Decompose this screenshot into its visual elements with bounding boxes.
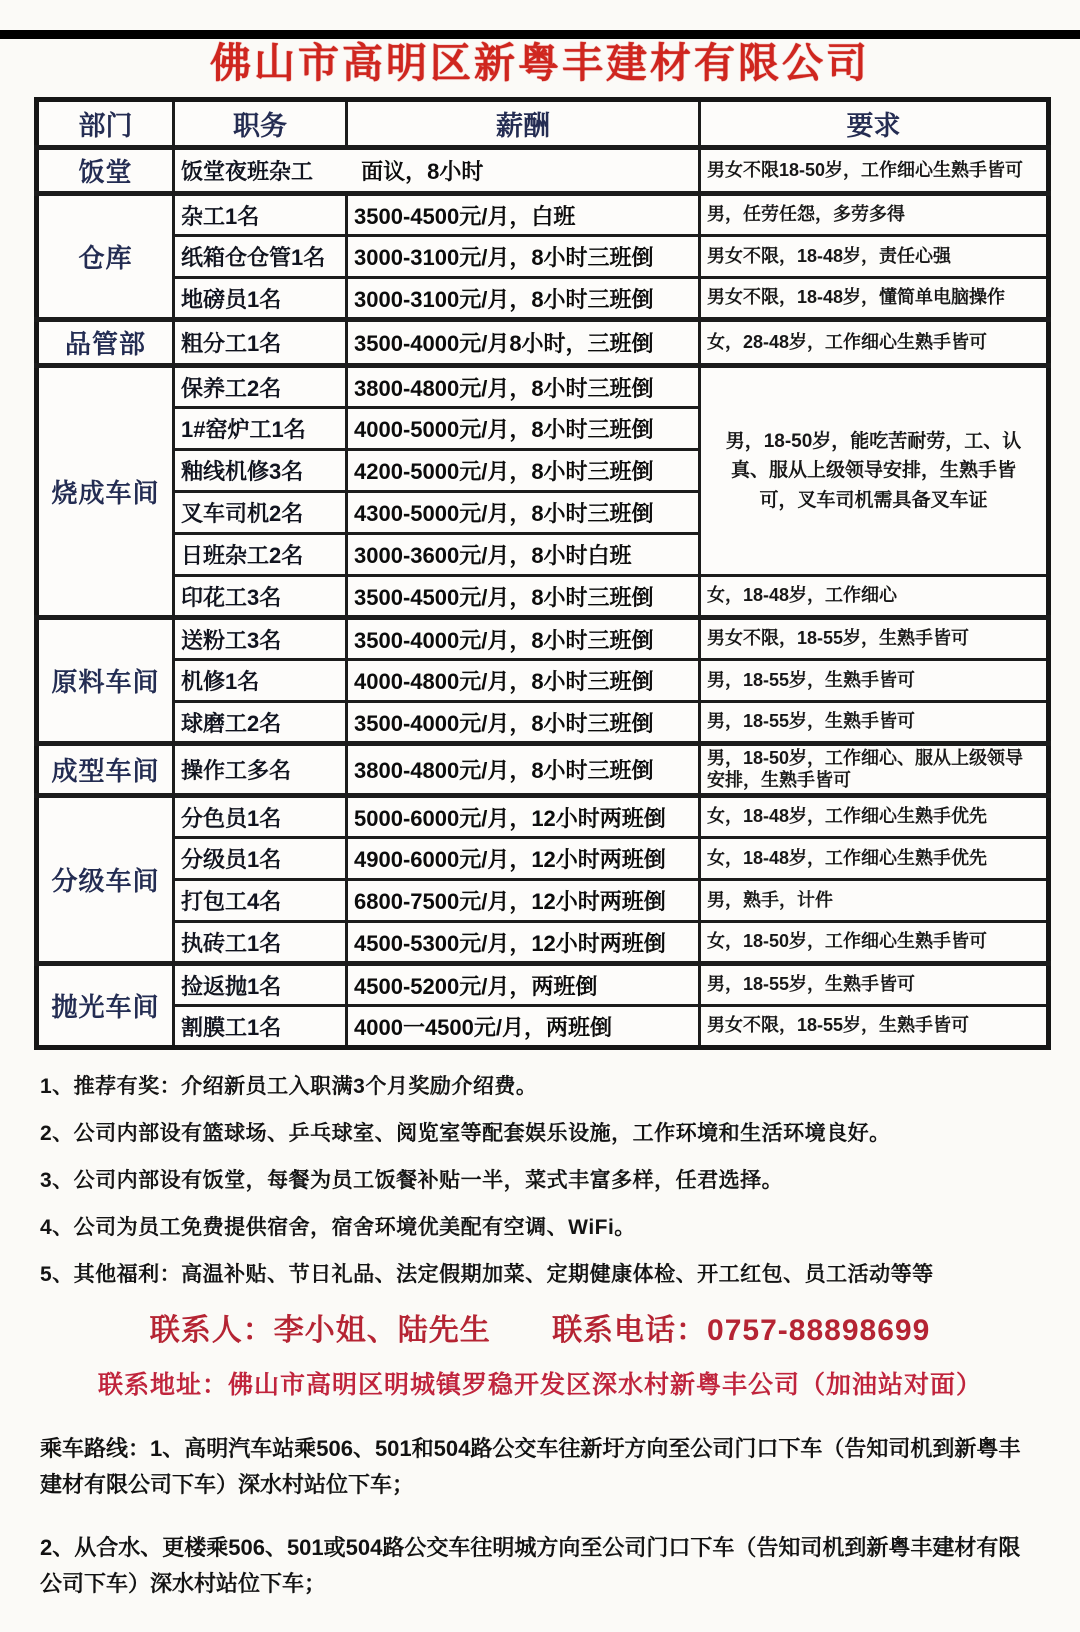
table-row <box>37 660 1049 702</box>
table-header-row <box>37 100 1049 148</box>
contact-line <box>0 1305 1080 1349</box>
salary-cell: 5000-6000元/月，12小时两班倒 <box>347 796 700 838</box>
requirement-cell: 男女不限，18-48岁，责任心强 <box>700 236 1049 278</box>
table-row <box>37 236 1049 278</box>
department-cell: 原料车间 <box>37 618 174 744</box>
table-row <box>37 320 1049 366</box>
requirement-cell: 男，18-55岁，生熟手皆可 <box>700 964 1049 1006</box>
table-row <box>37 194 1049 236</box>
bus-routes <box>40 1431 1038 1602</box>
contact-person: 联系人：李小姐、陆先生 <box>149 1314 491 1348</box>
position-cell: 纸箱仓仓管1名 <box>174 236 347 278</box>
header-salary: 薪酬 <box>347 100 700 148</box>
shared-requirement-cell: 男，18-50岁，能吃苦耐劳，工、认真、服从上级领导安排，生熟手皆可，叉车司机需具备叉车证 <box>700 366 1049 576</box>
position-cell: 机修1名 <box>174 660 347 702</box>
salary-cell: 3500-4000元/月，8小时三班倒 <box>347 702 700 744</box>
position-cell: 球磨工2名 <box>174 702 347 744</box>
position-cell: 叉车司机2名 <box>174 492 347 534</box>
requirement-cell: 男，18-50岁，工作细心、服从上级领导安排，生熟手皆可 <box>700 744 1049 796</box>
salary-cell: 3000-3600元/月，8小时白班 <box>347 534 700 576</box>
position-cell: 割膜工1名 <box>174 1006 347 1048</box>
salary-cell: 4500-5200元/月，两班倒 <box>347 964 700 1006</box>
position-cell: 日班杂工2名 <box>174 534 347 576</box>
table-row <box>37 744 1049 796</box>
note-item: 1、推荐有奖：介绍新员工入职满3个月奖励介绍费。 <box>40 1075 538 1099</box>
salary-cell: 4000-4800元/月，8小时三班倒 <box>347 660 700 702</box>
requirement-cell: 女，28-48岁，工作细心生熟手皆可 <box>700 320 1049 366</box>
requirement-cell: 男，任劳任怨，多劳多得 <box>700 194 1049 236</box>
requirement-cell: 男，18-55岁，生熟手皆可 <box>700 702 1049 744</box>
position-text: 饭堂夜班杂工 <box>181 159 314 184</box>
requirement-cell: 男女不限，18-55岁，生熟手皆可 <box>700 1006 1049 1048</box>
note-item: 4、公司为员工免费提供宿舍，宿舍环境优美配有空调、WiFi。 <box>40 1216 636 1240</box>
department-cell: 抛光车间 <box>37 964 174 1048</box>
header-requirement: 要求 <box>700 100 1049 148</box>
position-cell: 釉线机修3名 <box>174 450 347 492</box>
position-salary-merged-cell <box>174 148 700 194</box>
note-item: 5、其他福利：高温补贴、节日礼品、法定假期加菜、定期健康体检、开工红包、员工活动等等 <box>40 1263 934 1287</box>
requirement-cell: 女，18-48岁，工作细心生熟手优先 <box>700 796 1049 838</box>
position-cell: 打包工4名 <box>174 880 347 922</box>
salary-cell: 4900-6000元/月，12小时两班倒 <box>347 838 700 880</box>
bus-route-paragraph: 乘车路线：1、高明汽车站乘506、501和504路公交车往新圩方向至公司门口下车（告知司机到新粤丰建材有限公司下车）深水村站位下车； <box>40 1436 1021 1497</box>
requirement-cell: 女，18-50岁，工作细心生熟手皆可 <box>700 922 1049 964</box>
note-item: 3、公司内部设有饭堂，每餐为员工饭餐补贴一半，菜式丰富多样，任君选择。 <box>40 1169 784 1193</box>
position-cell: 地磅员1名 <box>174 278 347 320</box>
salary-text: 面议，8小时 <box>361 159 484 184</box>
salary-cell: 3800-4800元/月，8小时三班倒 <box>347 744 700 796</box>
salary-cell: 3000-3100元/月，8小时三班倒 <box>347 236 700 278</box>
requirement-cell: 男女不限，18-48岁，懂简单电脑操作 <box>700 278 1049 320</box>
requirement-cell: 男，18-55岁，生熟手皆可 <box>700 660 1049 702</box>
page-title: 佛山市高明区新粤丰建材有限公司 <box>210 40 870 86</box>
department-cell: 仓库 <box>37 194 174 320</box>
salary-cell: 3800-4800元/月，8小时三班倒 <box>347 366 700 408</box>
position-cell: 印花工3名 <box>174 576 347 618</box>
contact-address: 联系地址：佛山市高明区明城镇罗稳开发区深水村新粤丰公司（加油站对面） <box>97 1371 982 1400</box>
position-cell: 分色员1名 <box>174 796 347 838</box>
position-cell: 粗分工1名 <box>174 320 347 366</box>
table-row <box>37 922 1049 964</box>
department-cell: 成型车间 <box>37 744 174 796</box>
salary-cell: 6800-7500元/月，12小时两班倒 <box>347 880 700 922</box>
requirement-cell: 男，熟手，计件 <box>700 880 1049 922</box>
table-row <box>37 796 1049 838</box>
position-cell: 保养工2名 <box>174 366 347 408</box>
table-row <box>37 838 1049 880</box>
note-item: 2、公司内部设有篮球场、乒乓球室、阅览室等配套娱乐设施，工作环境和生活环境良好。 <box>40 1122 891 1146</box>
salary-cell: 3000-3100元/月，8小时三班倒 <box>347 278 700 320</box>
department-cell: 饭堂 <box>37 148 174 194</box>
department-cell: 分级车间 <box>37 796 174 964</box>
salary-cell: 4000一4500元/月，两班倒 <box>347 1006 700 1048</box>
contact-phone: 联系电话：0757-88898699 <box>552 1314 931 1348</box>
table-row <box>37 618 1049 660</box>
benefit-notes <box>40 1070 1050 1288</box>
table-row <box>37 702 1049 744</box>
requirement-cell: 女，18-48岁，工作细心 <box>700 576 1049 618</box>
position-cell: 送粉工3名 <box>174 618 347 660</box>
table-row <box>37 148 1049 194</box>
department-cell: 烧成车间 <box>37 366 174 618</box>
position-cell: 1#窑炉工1名 <box>174 408 347 450</box>
salary-cell: 3500-4000元/月，8小时三班倒 <box>347 618 700 660</box>
position-cell: 执砖工1名 <box>174 922 347 964</box>
department-cell: 品管部 <box>37 320 174 366</box>
salary-cell: 4200-5000元/月，8小时三班倒 <box>347 450 700 492</box>
salary-cell: 3500-4000元/月8小时，三班倒 <box>347 320 700 366</box>
job-table <box>34 97 1051 1050</box>
position-cell: 分级员1名 <box>174 838 347 880</box>
bus-route-paragraph: 2、从合水、更楼乘506、501或504路公交车往明城方向至公司门口下车（告知司机到新粤丰建材有限公司下车）深水村站位下车； <box>40 1535 1021 1597</box>
table-row <box>37 880 1049 922</box>
header-position: 职务 <box>174 100 347 148</box>
requirement-cell: 女，18-48岁，工作细心生熟手优先 <box>700 838 1049 880</box>
requirement-cell: 男女不限，18-55岁，生熟手皆可 <box>700 618 1049 660</box>
requirement-cell: 男女不限18-50岁，工作细心生熟手皆可 <box>700 148 1049 194</box>
table-row <box>37 576 1049 618</box>
scan-artifact-top-edge <box>0 30 1080 39</box>
table-row <box>37 278 1049 320</box>
salary-cell: 4500-5300元/月，12小时两班倒 <box>347 922 700 964</box>
salary-cell: 4000-5000元/月，8小时三班倒 <box>347 408 700 450</box>
position-cell: 捡返抛1名 <box>174 964 347 1006</box>
table-row <box>37 1006 1049 1048</box>
salary-cell: 3500-4500元/月，8小时三班倒 <box>347 576 700 618</box>
table-row <box>37 366 1049 408</box>
salary-cell: 4300-5000元/月，8小时三班倒 <box>347 492 700 534</box>
header-department: 部门 <box>37 100 174 148</box>
position-cell: 杂工1名 <box>174 194 347 236</box>
table-row <box>37 964 1049 1006</box>
salary-cell: 3500-4500元/月，白班 <box>347 194 700 236</box>
position-cell: 操作工多名 <box>174 744 347 796</box>
